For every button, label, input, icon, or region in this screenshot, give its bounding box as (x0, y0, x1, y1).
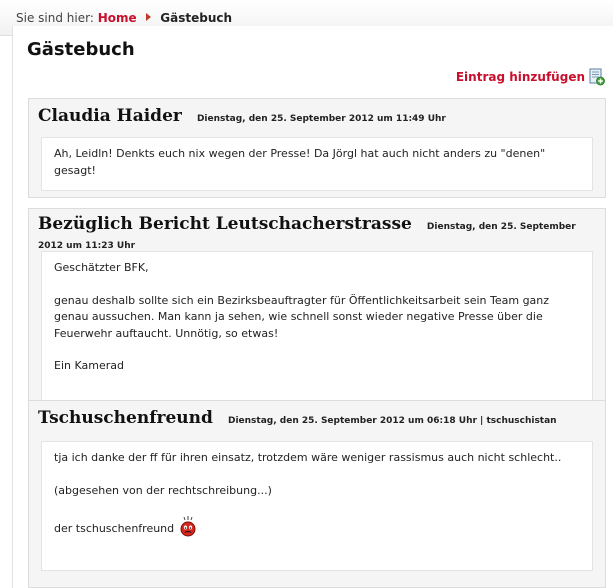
entry-text: Ein Kamerad (54, 359, 124, 372)
entry-body (41, 137, 593, 191)
entry-body (41, 441, 593, 571)
breadcrumb-current: Gästebuch (160, 11, 233, 25)
angry-smiley-icon (178, 515, 198, 537)
guestbook-entry (28, 208, 606, 414)
entry-date: Dienstag, den 25. September 2012 um 11:49 Uhr (196, 114, 446, 124)
entry-text: (abgesehen von der rechtschreibung...) (54, 483, 272, 497)
breadcrumb-prefix: Sie sind hier: (16, 11, 94, 25)
entry-date: Dienstag, den 25. September 2012 um 06:18 Uhr | tschuschistan (227, 416, 557, 426)
guestbook-content (12, 26, 613, 588)
entry-signature (54, 515, 580, 538)
entry-text: tja ich danke der ff für ihren einsatz, trotzdem wäre weniger rassismus auch nicht schlecht.. (54, 451, 562, 464)
entry-text: der tschuschenfreund (54, 522, 175, 535)
entry-text: genau deshalb sollte sich ein Bezirksbeauftragter für Öffentlichkeitsarbeit sein Team ganz genau aussuchen. Man kann ja sehen, wie schnell sonst wieder negative Presse über die Feuerwehr auftaucht. Unnötig, so etwas! (54, 293, 550, 340)
entry-header (38, 410, 599, 429)
entry-author: Tschuschenfreund (38, 408, 213, 428)
entry-date: Dienstag, den 25. September 2012 um 11:23 Uhr (38, 222, 576, 251)
entry-text: Geschätzter BFK, (54, 261, 149, 274)
guestbook-entry (28, 98, 606, 198)
page-title: Gästebuch (27, 39, 135, 60)
document-add-icon[interactable] (589, 68, 605, 86)
add-entry-button[interactable] (456, 67, 605, 87)
breadcrumb-home-link[interactable]: Home (97, 11, 137, 25)
entry-header (38, 216, 599, 254)
entry-body (41, 251, 593, 403)
breadcrumb-arrow-icon (146, 13, 151, 21)
entry-header (38, 108, 599, 127)
entry-author: Claudia Haider (38, 106, 182, 126)
entry-author: Bezüglich Bericht Leutschacherstrasse (38, 214, 412, 234)
entry-text: Ah, Leidln! Denkts euch nix wegen der Presse! Da Jörgl hat auch nicht anders zu "denen" gesagt! (54, 147, 546, 177)
guestbook-entry (28, 400, 606, 588)
add-entry-label[interactable]: Eintrag hinzufügen (455, 70, 585, 84)
